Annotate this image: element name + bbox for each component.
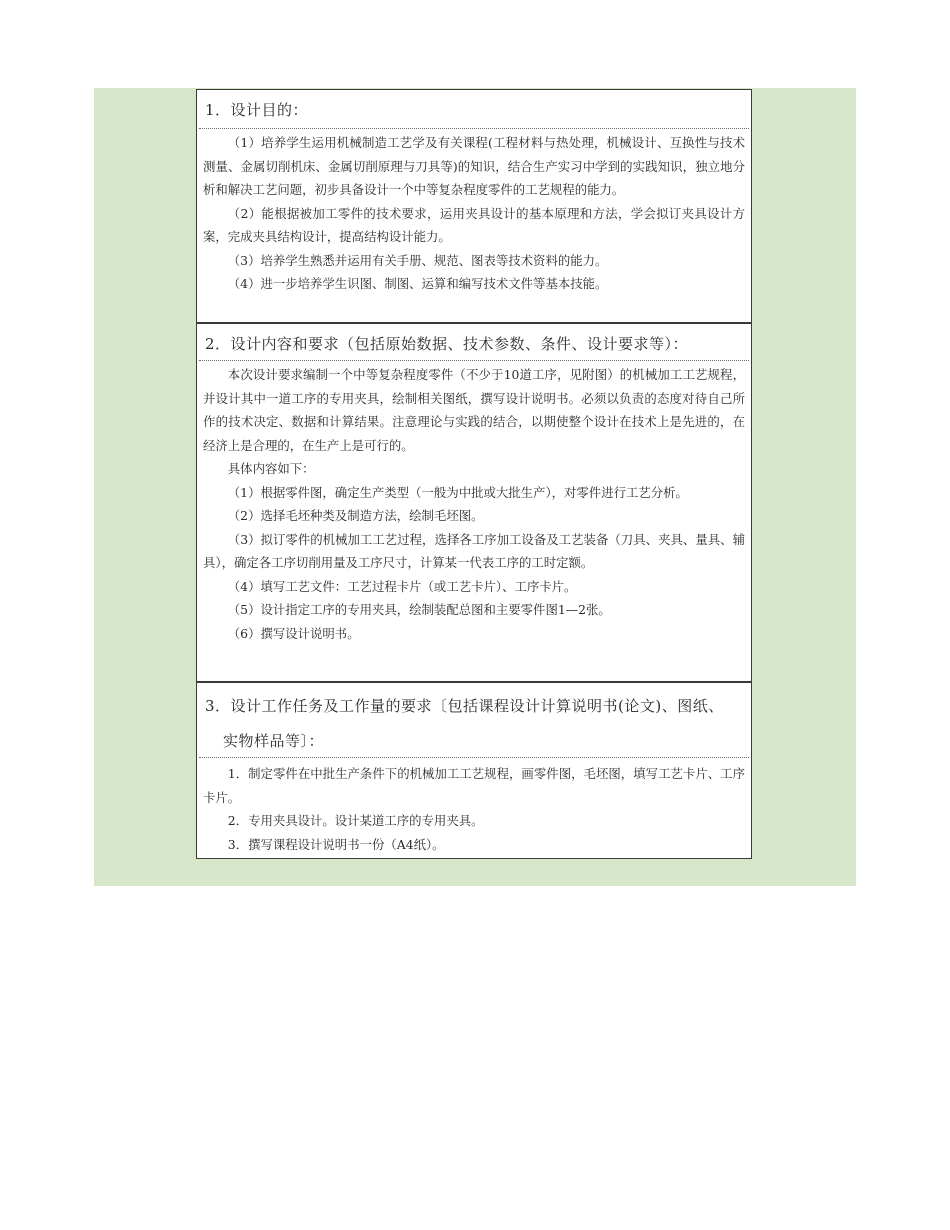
section3-divider bbox=[199, 757, 749, 758]
section2-paragraph-8: （6）撰写设计说明书。 bbox=[227, 625, 360, 641]
section2-divider bbox=[199, 360, 749, 361]
section2-bottom-rule bbox=[197, 681, 751, 683]
section3-paragraph-1: 1．制定零件在中批生产条件下的机械加工工艺规程，画零件图，毛坯图，填写工艺卡片、工序卡片。 bbox=[203, 766, 745, 805]
section2-paragraph-5: （3）拟订零件的机械加工工艺过程，选择各工序加工设备及工艺装备（刀具、夹具、量具、辅具），确定各工序切削用量及工序尺寸，计算某一代表工序的工时定额。 bbox=[203, 531, 745, 570]
section3-heading-line2: 实物样品等〕： bbox=[223, 732, 325, 750]
section2-paragraph-1: 本次设计要求编制一个中等复杂程度零件（不少于10道工序，见附图）的机械加工工艺规程，并设计其中一道工序的专用夹具，绘制相关图纸，撰写设计说明书。必须以负责的态度对待自己所作的技术决定、数据和计算结果。注意理论与实践的结合，以期使整个设计在技术上是先进的，在经济上是合理的，在生产上是可行的。 bbox=[203, 367, 745, 453]
section2-body bbox=[203, 363, 745, 645]
section2-paragraph-4: （2）选择毛坯种类及制造方法，绘制毛坯图。 bbox=[227, 508, 484, 523]
section1-paragraph-2: （2）能根据被加工零件的技术要求，运用夹具设计的基本原理和方法，学会拟订夹具设计方案，完成夹具结构设计，提高结构设计能力。 bbox=[203, 205, 745, 244]
section3-body bbox=[203, 762, 745, 856]
section1-divider bbox=[199, 128, 749, 129]
section3-heading-line1: 3．设计工作任务及工作量的要求〔包括课程设计计算说明书(论文)、图纸、 bbox=[205, 697, 724, 715]
section1-paragraph-3: （3）培养学生熟悉并运用有关手册、规范、图表等技术资料的能力。 bbox=[227, 252, 608, 268]
section2-paragraph-6: （4）填写工艺文件：工艺过程卡片（或工艺卡片）、工序卡片。 bbox=[227, 578, 577, 594]
section3-paragraph-2: 2．专用夹具设计。设计某道工序的专用夹具。 bbox=[227, 813, 484, 828]
section1-paragraph-1: （1）培养学生运用机械制造工艺学及有关课程(工程材料与热处理，机械设计、互换性与技术测量、金属切削机床、金属切削原理与刀具等)的知识，结合生产实习中学到的实践知识，独立地分析和解决工艺问题，初步具备设计一个中等复杂程度零件的工艺规程的能力。 bbox=[203, 135, 745, 197]
section2-paragraph-7: （5）设计指定工序的专用夹具，绘制装配总图和主要零件图1—2张。 bbox=[227, 602, 611, 617]
section3-paragraph-3: 3．撰写课程设计说明书一份（A4纸）。 bbox=[227, 836, 445, 852]
section1-bottom-rule bbox=[197, 322, 751, 324]
section1-heading: 1．设计目的： bbox=[205, 101, 309, 119]
section2-heading: 2．设计内容和要求（包括原始数据、技术参数、条件、设计要求等）： bbox=[205, 335, 689, 353]
design-task-table bbox=[196, 89, 752, 859]
section1-body bbox=[203, 131, 745, 296]
section2-paragraph-2: 具体内容如下： bbox=[227, 461, 315, 476]
section2-paragraph-3: （1）根据零件图，确定生产类型（一般为中批或大批生产），对零件进行工艺分析。 bbox=[227, 484, 688, 500]
section1-paragraph-4: （4）进一步培养学生识图、制图、运算和编写技术文件等基本技能。 bbox=[227, 276, 608, 291]
